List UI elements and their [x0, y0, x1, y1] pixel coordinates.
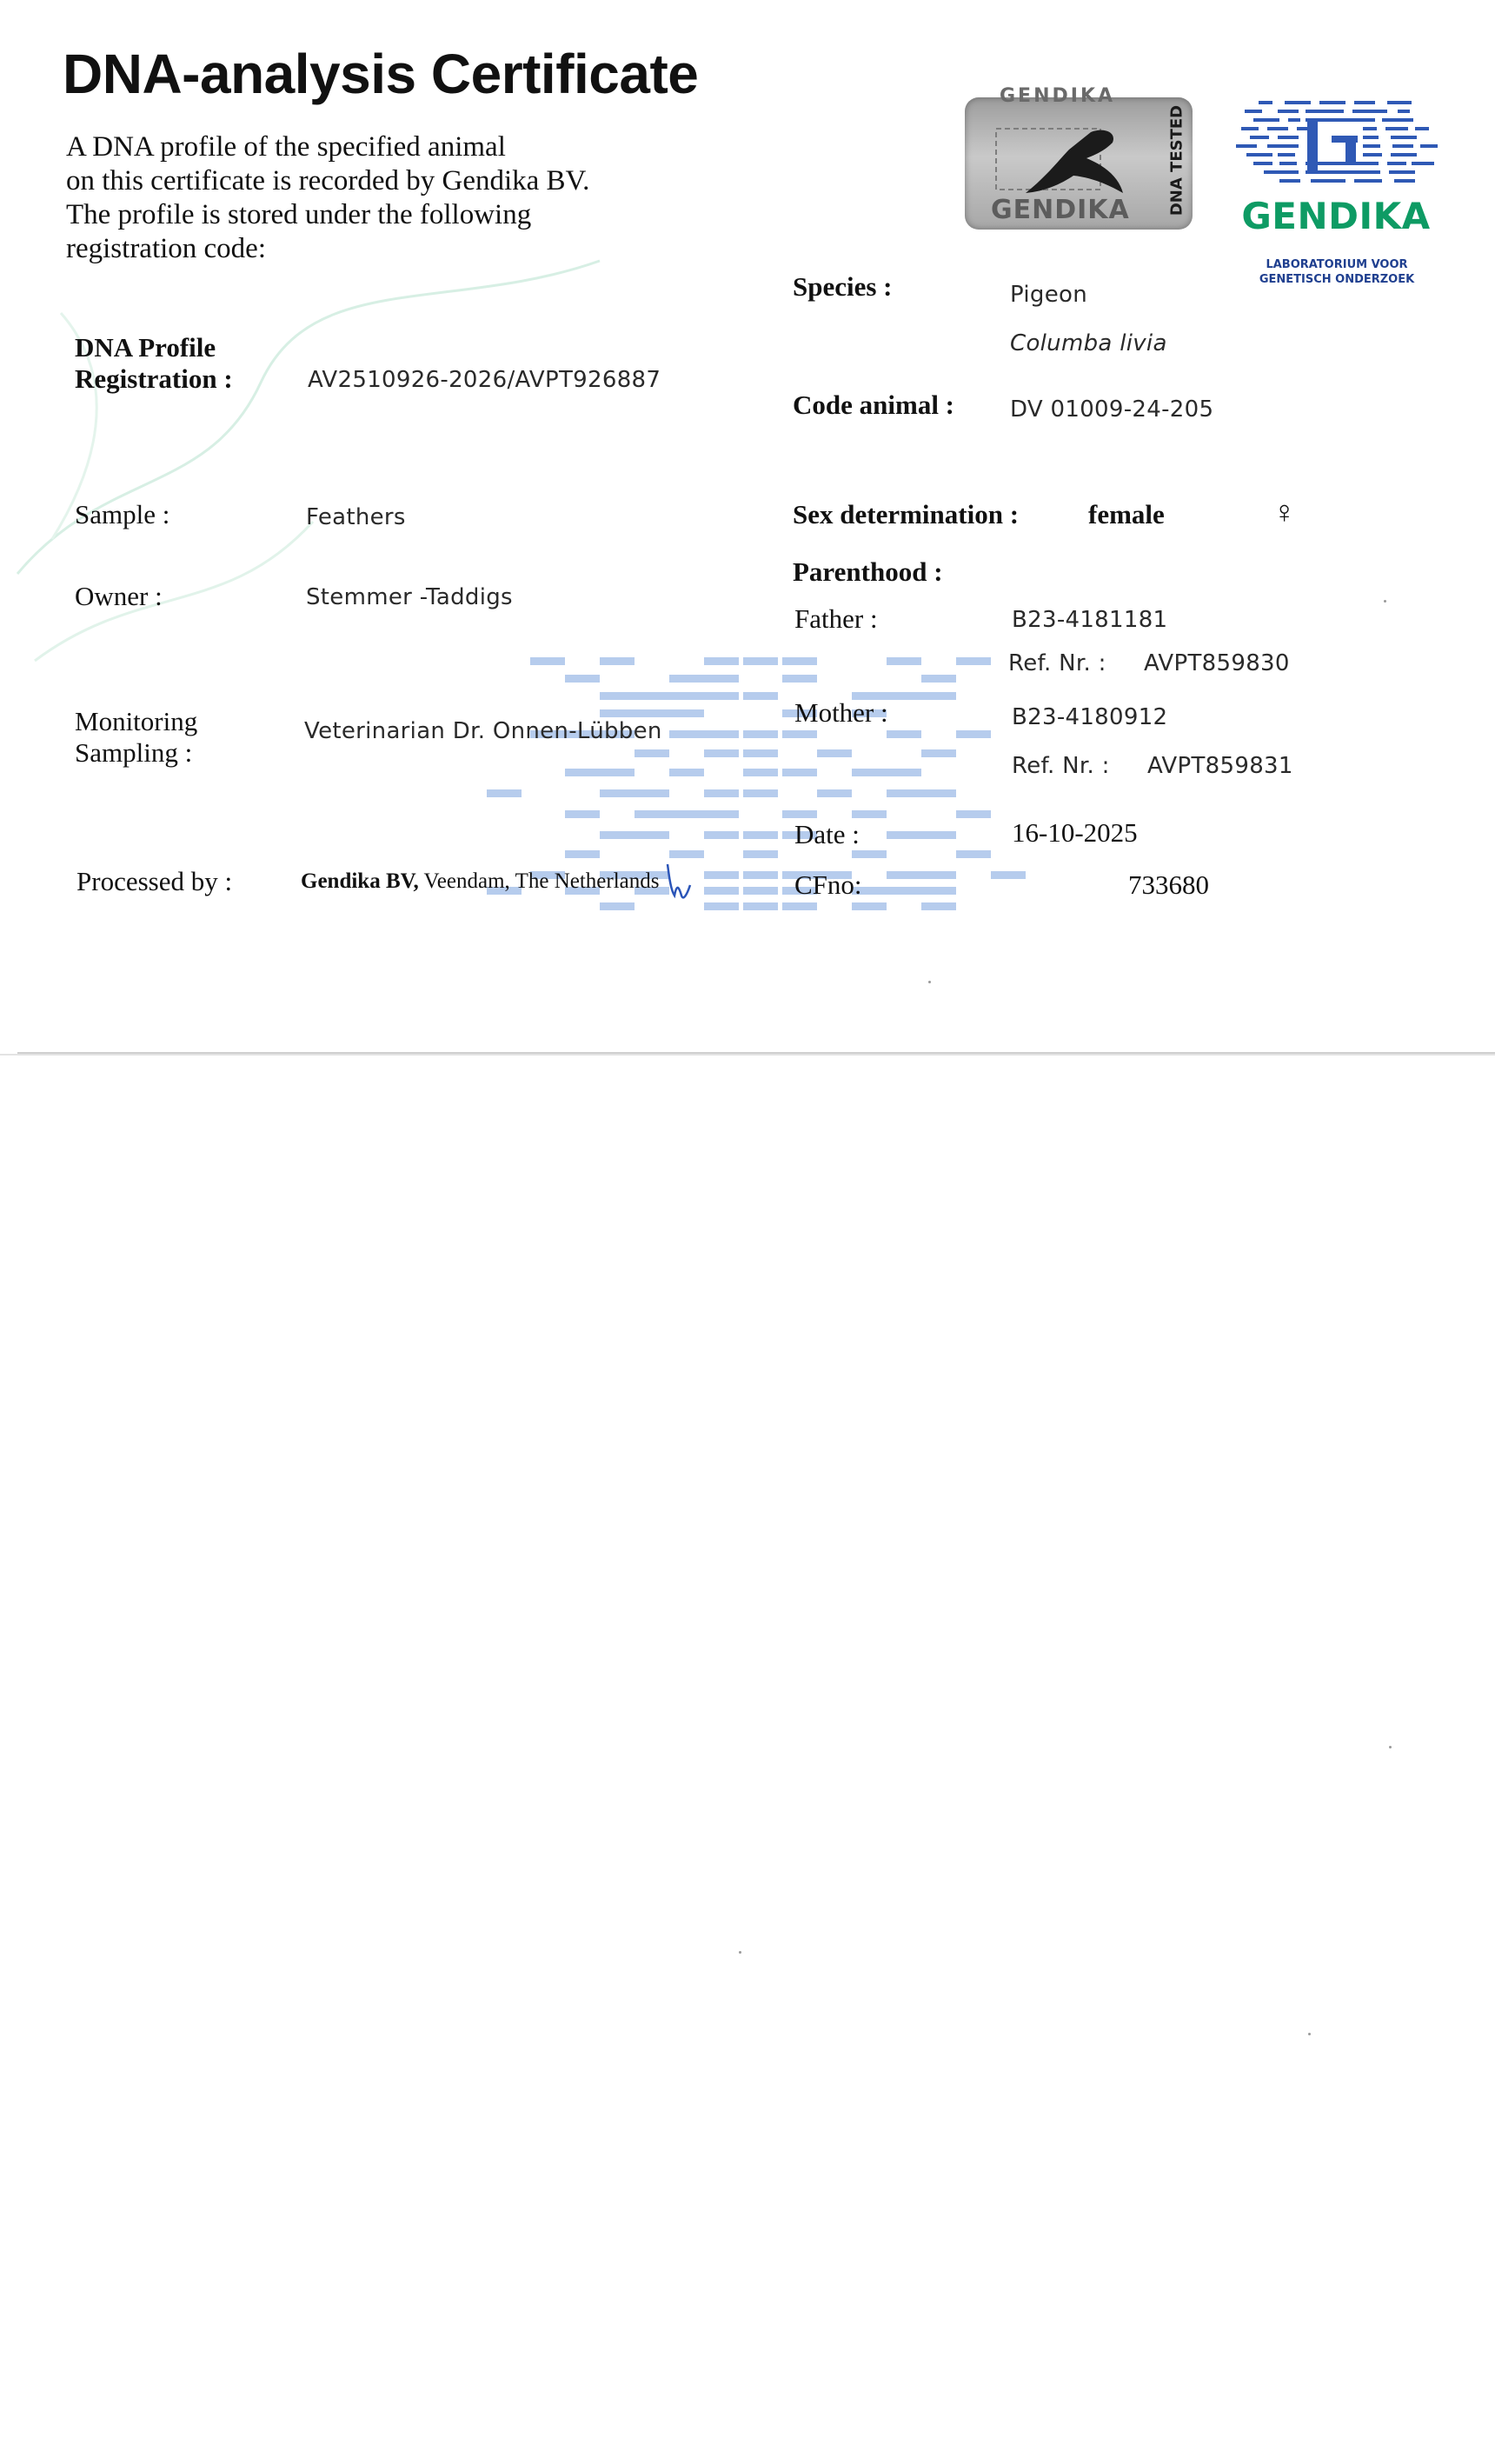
scan-speck	[1384, 600, 1386, 603]
father-value: B23-4181181	[1012, 607, 1168, 633]
species-common-value: Pigeon	[1010, 282, 1088, 308]
cfno-value: 733680	[1128, 869, 1209, 900]
sex-value: female	[1088, 499, 1165, 529]
monitoring-label: Monitoring Sampling :	[75, 706, 198, 768]
scan-speck	[1389, 1746, 1392, 1748]
sample-value: Feathers	[306, 504, 406, 530]
date-label: Date :	[794, 819, 860, 849]
mother-ref-value: AVPT859831	[1147, 753, 1293, 779]
scan-speck	[1308, 2033, 1311, 2035]
code-animal-value: DV 01009-24-205	[1010, 396, 1214, 423]
sex-label: Sex determination :	[793, 499, 1020, 529]
species-label: Species :	[793, 271, 893, 302]
signature-mark	[664, 861, 699, 904]
intro-line: A DNA profile of the specified animal	[66, 131, 506, 163]
certificate-title: DNA-analysis Certificate	[63, 43, 699, 105]
owner-label: Owner :	[75, 581, 163, 611]
date-value: 16-10-2025	[1012, 817, 1138, 848]
scan-speck	[739, 1951, 741, 1954]
seal-side-text: DNA TESTED	[1167, 104, 1186, 216]
processed-by-label: Processed by :	[76, 866, 233, 896]
brand-subtitle: LABORATORIUM VOOR GENETISCH ONDERZOEK	[1259, 258, 1415, 286]
female-symbol-icon: ♀	[1272, 495, 1296, 529]
cfno-label: CFno:	[794, 869, 862, 900]
owner-value: Stemmer -Taddigs	[306, 584, 513, 610]
mother-value: B23-4180912	[1012, 704, 1168, 730]
species-latin-value: Columba livia	[1010, 330, 1167, 356]
intro-line: registration code:	[66, 233, 267, 264]
page-edge-divider	[0, 1054, 1495, 1056]
dna-tested-seal	[965, 85, 1193, 230]
seal-top-text: GENDIKA	[1000, 85, 1116, 107]
seal-brand-text: GENDIKA	[991, 195, 1130, 225]
sample-label: Sample :	[75, 499, 170, 529]
mother-label: Mother :	[794, 697, 888, 728]
processed-by-value: Gendika BV, Veendam, The Netherlands	[301, 869, 660, 893]
intro-line: The profile is stored under the following	[66, 199, 532, 230]
code-animal-label: Code animal :	[793, 390, 954, 420]
watermark-logo	[487, 643, 1026, 965]
intro-text	[66, 130, 589, 266]
registration-label: DNA Profile Registration :	[75, 332, 233, 394]
mother-ref-label: Ref. Nr. :	[1012, 753, 1110, 779]
registration-value: AV2510926-2026/AVPT926887	[308, 367, 661, 393]
father-ref-value: AVPT859830	[1144, 650, 1290, 676]
intro-line: on this certificate is recorded by Gendika BV.	[66, 165, 590, 196]
father-label: Father :	[794, 603, 878, 634]
monitoring-value: Veterinarian Dr. Onnen-Lübben	[304, 718, 662, 744]
parenthood-label: Parenthood :	[793, 556, 943, 587]
father-ref-label: Ref. Nr. :	[1008, 650, 1106, 676]
brand-name: GENDIKA	[1241, 195, 1431, 237]
scan-speck	[928, 981, 931, 983]
